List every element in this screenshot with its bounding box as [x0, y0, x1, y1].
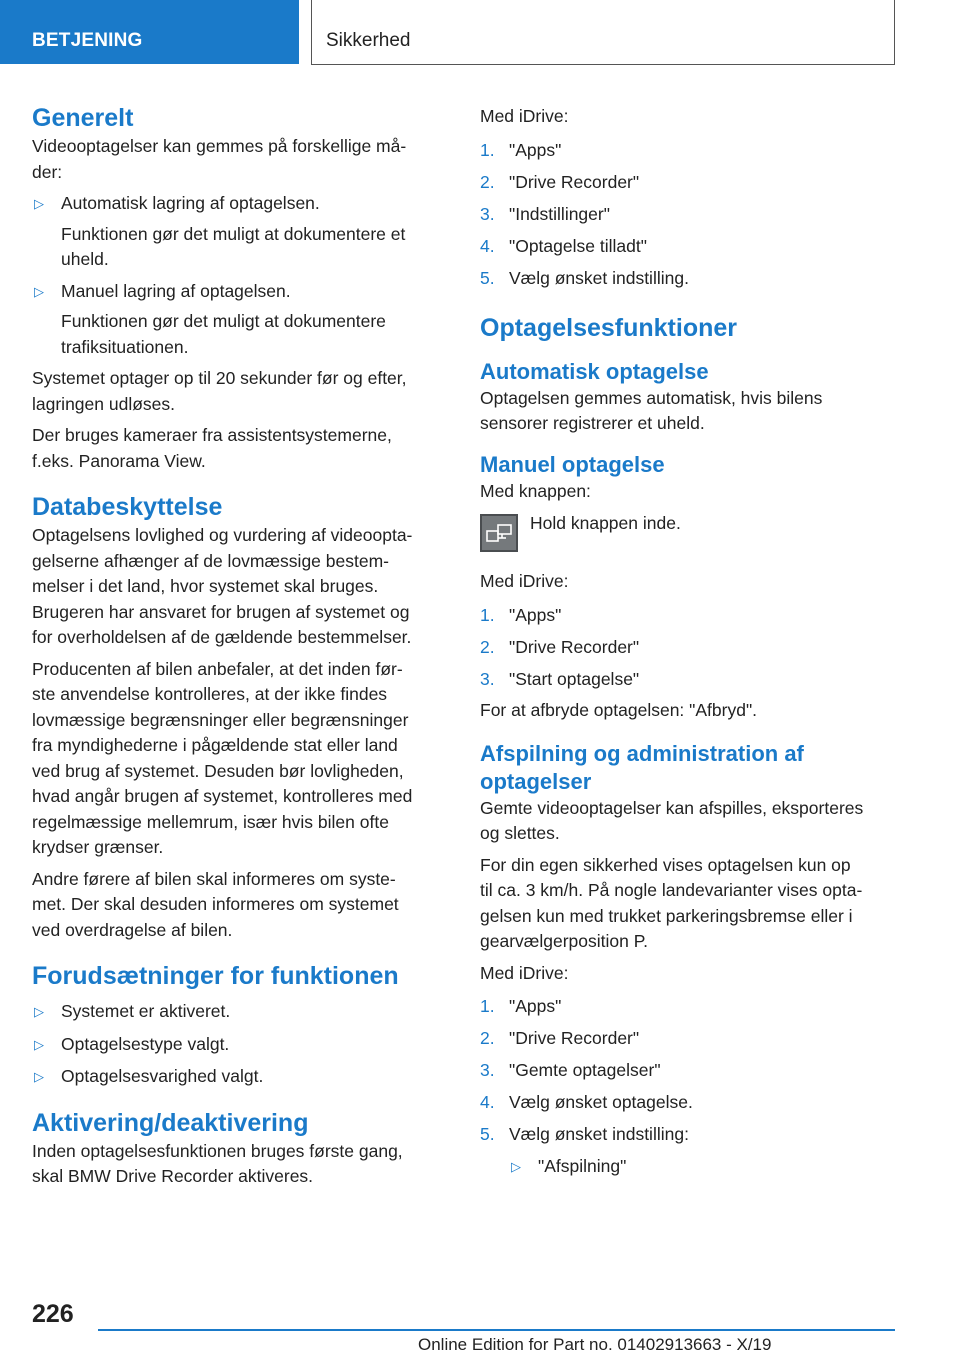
- paragraph: Videooptagelser kan gemmes på forskellige må- der:: [32, 136, 407, 182]
- list-item: 4. Vælg ønsket optagelse.: [480, 1092, 693, 1112]
- numbered-list: [480, 603, 900, 693]
- list-item: 2. "Drive Recorder": [480, 1028, 640, 1048]
- heading-forudsaetninger: Forudsætninger for funktionen: [32, 962, 399, 990]
- triangle-bullet-icon: ▷: [34, 1036, 44, 1052]
- idrive-label: Med iDrive:: [480, 962, 569, 983]
- list-item: 2. "Drive Recorder": [480, 171, 640, 192]
- list-item-description: Funktionen gør det muligt at dokumentere et uheld.: [61, 223, 406, 269]
- button-instruction: [480, 514, 900, 558]
- triangle-bullet-icon: ▷: [34, 1004, 44, 1019]
- heading-manuel-optagelse: Manuel optagelse: [480, 451, 665, 477]
- section-tab: [0, 0, 299, 64]
- list-item: ▷ Systemet er aktiveret.: [32, 999, 450, 1025]
- paragraph: Systemet optager op til 20 sekunder før og efter, lagringen udløses.: [32, 368, 407, 414]
- paragraph: Der bruges kameraer fra assistentsystemerne, f.eks. Panorama View.: [32, 425, 392, 471]
- list-subitem: ▷ "Afspilning": [509, 1154, 900, 1180]
- section-label: BETJENING: [32, 30, 143, 51]
- left-column: [32, 100, 450, 1190]
- heading-aktivering: Aktivering/deaktivering: [32, 1108, 309, 1137]
- list-item: 1. "Apps": [480, 139, 562, 160]
- paragraph: Optagelsens lovlighed og vurdering af videoopta- gelserne afhænger af de lovmæssige bestem- melser i det land, hvor systemet skal bruges. Brugeren har ansvaret for brugen af systemet og for overholdelsen af de gældende bestemmelser.: [32, 525, 413, 647]
- paragraph: Inden optagelsesfunktionen bruges første gang, skal BMW Drive Recorder aktiveres.: [32, 1140, 403, 1186]
- numbered-list: [480, 138, 900, 292]
- idrive-label: Med iDrive:: [480, 106, 569, 126]
- camera-screen-icon: [482, 516, 516, 550]
- list-item: 3. "Indstillinger": [480, 203, 610, 224]
- paragraph: Optagelsen gemmes automatisk, hvis bilens sensorer registrerer et uheld.: [480, 387, 823, 433]
- list-item: 3. "Start optagelse": [480, 668, 640, 689]
- list-item: 5. Vælg ønsket indstilling.: [480, 267, 689, 288]
- button-instruction-text: Hold knappen inde.: [530, 513, 681, 533]
- list-item: 3. "Gemte optagelser": [480, 1060, 661, 1080]
- paragraph: Andre førere af bilen skal informeres om syste- met. Der skal desuden informeres om systemet ved overdragelse af bilen.: [32, 868, 399, 940]
- list-item: ▷ Optagelsesvarighed valgt.: [32, 1064, 450, 1090]
- paragraph: For at afbryde optagelsen: "Afbryd".: [480, 700, 758, 720]
- heading-afspilning: Afspilning og administration af optagelser: [480, 740, 804, 794]
- triangle-bullet-icon: ▷: [34, 196, 44, 211]
- numbered-list: [480, 994, 900, 1148]
- page-number: 226: [32, 1300, 74, 1328]
- list-item: ▷ Manuel lagring af optagelsen.: [32, 279, 450, 305]
- list-item: 4. "Optagelse tilladt": [480, 235, 647, 256]
- edition-text: Online Edition for Part no. 01402913663 - X/19: [418, 1335, 772, 1354]
- chapter-title: Sikkerhed: [326, 30, 411, 51]
- idrive-label: Med iDrive:: [480, 571, 569, 591]
- list-item: 2. "Drive Recorder": [480, 636, 640, 657]
- list-item: 1. "Apps": [480, 996, 562, 1016]
- list-item: 5. Vælg ønsket indstilling:: [480, 1124, 689, 1144]
- chapter-header: [311, 0, 895, 65]
- list-item-description: Funktionen gør det muligt at dokumentere trafiksituationen.: [61, 311, 386, 357]
- triangle-bullet-icon: ▷: [511, 1159, 521, 1174]
- paragraph: For din egen sikkerhed vises optagelsen kun op til ca. 3 km/h. På nogle landevarianter vises opta- gelsen kun med trukket parkeringsbremse eller i gearvælgerposition P.: [480, 854, 863, 951]
- drive-recorder-button-icon: [480, 514, 518, 552]
- footer-rule: [98, 1329, 895, 1331]
- heading-generelt: Generelt: [32, 104, 134, 132]
- triangle-bullet-icon: ▷: [34, 283, 44, 299]
- heading-optagelsesfunktioner: Optagelsesfunktioner: [480, 313, 737, 342]
- paragraph: Gemte videooptagelser kan afspilles, eksporteres og slettes.: [480, 797, 864, 843]
- paragraph: Producenten af bilen anbefaler, at det inden før- ste anvendelse kontrolleres, at der ikke findes lovmæssige begrænsninger eller begrænsninger fra myndighederne i pågældende stat eller land ved brug af systemet. Desuden bør lovligheden, hvad angår brugen af systemet, kontrolleres med regelmæssige mellemrum, især hvis bilen ofte krydser grænser.: [32, 658, 413, 857]
- heading-databeskyttelse: Databeskyttelse: [32, 493, 223, 521]
- list-item: ▷ Optagelsestype valgt.: [32, 1032, 450, 1058]
- with-button-label: Med knappen:: [480, 480, 591, 501]
- list-item: 1. "Apps": [480, 604, 562, 625]
- right-column: [480, 100, 900, 1180]
- list-item: ▷ Automatisk lagring af optagelsen.: [32, 191, 450, 217]
- triangle-bullet-icon: ▷: [34, 1069, 44, 1084]
- heading-automatisk-optagelse: Automatisk optagelse: [480, 358, 709, 384]
